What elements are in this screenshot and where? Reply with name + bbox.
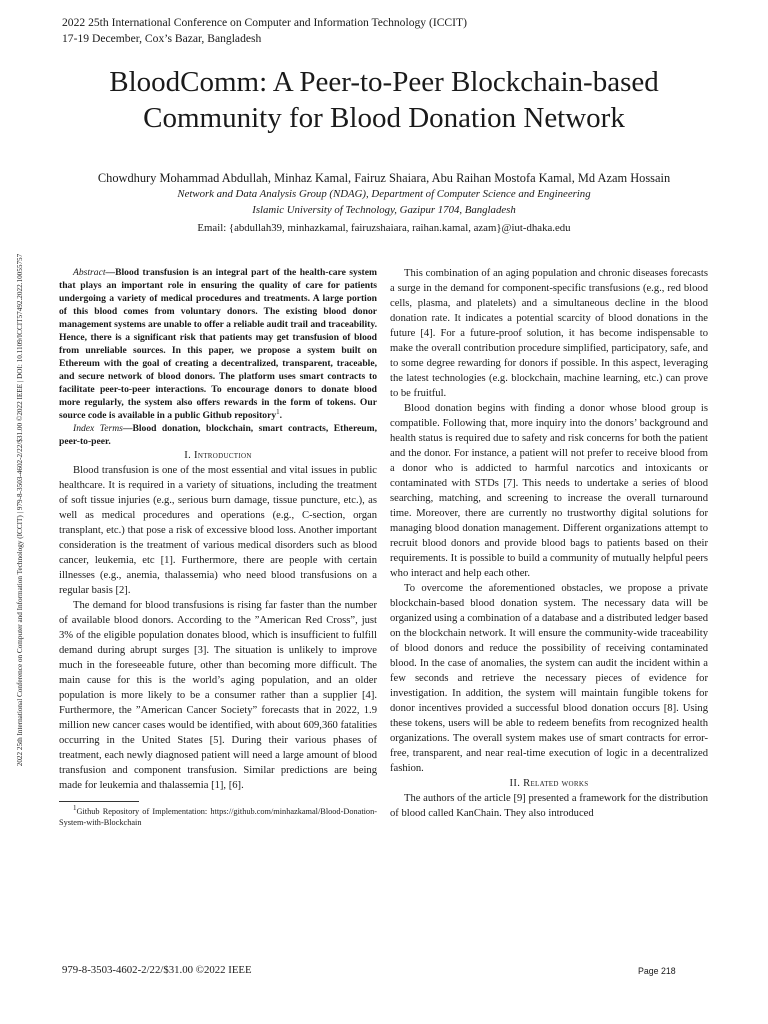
section-heading-related-works: II. Related works [509,778,589,789]
doi-sidebar-text: 2022 25th International Conference on Computer and Information Technology (ICCIT) | 979-8-3503-4602-2/22/$31.00 ©2022 IEEE | DOI: 10.1109/ICCIT57492.2022.10055757 [16,253,24,767]
paragraph: The authors of the article [9] presented a framework for the distribution of blood called KanChain. They also introduced [390,793,708,819]
paper-title [40,64,728,136]
title-line-1: BloodComm: A Peer-to-Peer Blockchain-based [109,66,659,98]
affiliation-line-2: Islamic University of Technology, Gazipur 1704, Bangladesh [252,204,516,216]
right-column [390,266,708,821]
conference-name: 2022 25th International Conference on Computer and Information Technology (ICCIT) [62,16,467,29]
paragraph: To overcome the aforementioned obstacles, we propose a private blockchain-based blood donation system. The necessary data will be organized using a combination of a database and a distributed ledger based on the blockchain network. It will ensure the community-wide traceability of blood donors and reduce the possibility of receiving contaminated blood. In the case of anomalies, the system can audit the incident within a few seconds and retrieve the necessary pieces of evidence for investigation. In addition, the system will maintain fungible tokens for donor incentives provided a successful blood donation occurs [8]. Using these tokens, users will be able to redeem benefits from recognized health organizations. The overall system makes use of smart contracts for error-free, transparent, and near real-time execution of logic in a decentralized fashion. [390,583,708,774]
abstract-label: Abstract [73,267,106,278]
section-heading-introduction: I. Introduction [184,450,252,461]
page-number: Page 218 [638,966,676,976]
paragraph: Blood donation begins with finding a donor whose blood group is compatible. Following that, more inquiry into the donors’ background and health status is required due to safety and risk concerns for both the patient and the donor. For instance, a patient will not prefer to receive blood from a donor who is addicted to harmful narcotics and intoxicants or contaminated with STDs [7]. This needs to undertake a series of blood searching, matching, and screening to increase the overall turnaround time. Moreover, there are currently no trustworthy digital solutions for managing blood donation management. Different organizations attempt to recruit blood donors and provide blood bags to patients based on their requirements. It is possible to build a community of mutually helpful peers who interact and help each other. [390,403,708,579]
abstract-footnote-mark: 1 [276,407,280,416]
author-emails: Email: {abdullah39, minhazkamal, fairuzshaiara, raihan.kamal, azam}@iut-dhaka.edu [197,222,571,234]
affiliation-line-1: Network and Data Analysis Group (NDAG), Department of Computer Science and Engineering [177,188,591,200]
conference-header [62,15,467,47]
author-list: Chowdhury Mohammad Abdullah, Minhaz Kamal, Fairuz Shaiara, Abu Raihan Mostofa Kamal, Md Azam Hossain [97,171,671,185]
index-terms-text: —Blood donation, blockchain, smart contracts, Ethereum, peer-to-peer. [59,423,378,447]
conference-date-location: 17-19 December, Cox’s Bazar, Bangladesh [62,32,262,45]
footnote [59,806,377,828]
footnote-text: Github Repository of Implementation: https://github.com/minhazkamal/Blood-Donation-System-with-Blockchain [59,807,377,827]
doi-sidebar [15,135,27,885]
footnote-rule [59,801,139,802]
paragraph: This combination of an aging population and chronic diseases forecasts a surge in the demand for component-specific transfusions (e.g., red blood cells, plasma, and platelets) and a simultaneous decline in the blood donation rate. It indicates a potential scarcity of blood donations in the future [4]. For a future-proof solution, it has become indispensable to make the overall contribution procedure simplified, participatory, safe, and to some degree rewarding for donors if possible. In this aspect, leveraging the latest technologies (e.g. blockchain, machine learning, etc.) can prove to be fruitful. [390,268,708,399]
left-column [59,266,377,828]
footnote-mark: 1 [73,804,77,813]
abstract-text: —Blood transfusion is an integral part of the health-care system that plays an important role in ensuring the quality of care for patients undergoing a variety of medical procedures and treatments. A large portion of this blood comes from voluntary donors. The existing blood donor management systems are unable to offer a reliable audit trail and traceability. Hence, there is a significant risk that patients may get transfusion of blood from unreliable sources. In this paper, we propose a system built on Ethereum with the goal of creating a decentralized, transparent, traceable, and secure network of blood donors. The platform uses smart contracts to facilitate peer-to-peer interactions. To encourage donors to donate blood more regularly, the system also offers rewards in the form of tokens. Our source code is available in a public Github repository [59,267,377,421]
title-line-2: Community for Blood Donation Network [143,102,625,134]
abstract [59,266,377,422]
paragraph: The demand for blood transfusions is rising far faster than the number of available blood donors. According to the ”American Red Cross”, just 3% of the eligible population donates blood, which is insufficient to fulfill demand during abrupt surges [3]. The situation is unlikely to improve much in the foreseeable future, other than becoming more difficult. The main cause for this is the world’s aging population, and an older population is more likely to be a consumer rather than a supplier [4]. Furthermore, the ”American Cancer Society” forecasts that in 2022, 1.9 million new cancer cases would be identified, with about 609,360 fatalities occurring in the United States [5]. During their various phases of treatment, each newly diagnosed patient will need a large amount of blood transfusion and component transfusion. Similar predictions are being made for leukemia and thalassemia [1], [6]. [59,600,377,791]
abstract-end: . [279,410,283,421]
paragraph: Blood transfusion is one of the most essential and vital issues in public healthcare. It is required in a variety of situations, including the treatment of soft tissue injuries (e.g., serious burn damage, tissue puncture, etc.), as well as medical procedures and operations (e.g., C-section, organ transplant, etc.) that pose a risk of excessive blood loss. Another important consideration is the treatment of various medical disorders such as blood cancer, leukemia, etc [1]. Furthermore, there are people with certain illnesses (e.g., anemia, thalassemia) who need blood transfusions on a regular basis [2]. [59,465,377,596]
index-terms-label: Index Terms [73,423,123,434]
index-terms [59,422,377,448]
footer-isbn: 979-8-3503-4602-2/22/$31.00 ©2022 IEEE [62,964,252,976]
